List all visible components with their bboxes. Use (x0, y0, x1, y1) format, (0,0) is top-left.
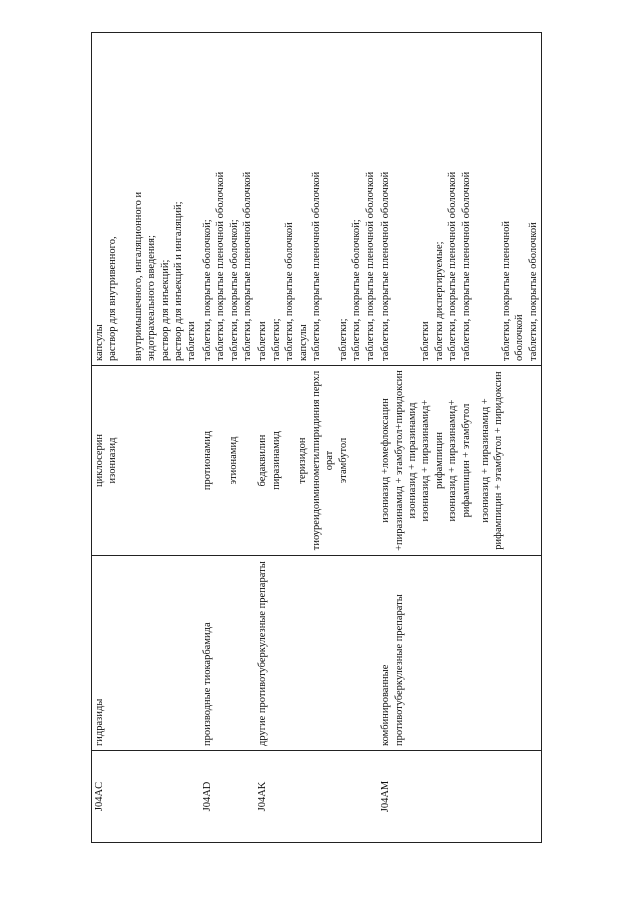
dosage-form-cell: таблетки, покрытые пленочной оболочкой таблетки таблетки диспергируемые; таблетки, покрытые пленочной оболочкой таблетки, покрытые пленочной оболочкой таблетки, покрытые пленочной оболочкой таблетки, покрытые оболочкой (378, 33, 541, 366)
drug-name-cell: протионамид этионамид (200, 366, 256, 556)
dosage-form-cell: капсулы раствор для внутривенного, внутримышечного, ингаляционного и эндотрахеального введения; раствор для инъекций; раствор для инъекций и ингаляций; таблетки (92, 33, 200, 366)
table-row (378, 33, 541, 843)
group-name-cell: комбинированные противотуберкулезные препараты (378, 556, 541, 751)
rotated-page (91, 33, 588, 843)
atc-code-cell: J04AM (378, 751, 541, 843)
dosage-form-cell: таблетки таблетки; таблетки, покрытые оболочкой капсулы таблетки, покрытые пленочной оболочкой таблетки; таблетки, покрытые оболочкой; таблетки, покрытые пленочной оболочкой (255, 33, 378, 366)
group-name-cell: другие противотуберкулезные препараты (255, 556, 378, 751)
drug-name-cell: изониазид +ломефлоксацин +пиразинамид + этамбутол+пиридоксин изониазид + пиразинамид изониазид + пиразинамид+ рифампицин изониазид + пиразинамид+ рифампицин + этамбутол изониазид + пиразинамид + рифампицин + этамбутол + пиридоксин (378, 366, 541, 556)
dosage-form-cell: таблетки, покрытые оболочкой; таблетки, покрытые пленочной оболочкой таблетки, покрытые оболочкой; таблетки, покрытые пленочной оболочкой (200, 33, 256, 366)
atc-code-cell: J04AD (200, 751, 256, 843)
group-name-cell: гидразиды (92, 556, 200, 751)
atc-code-cell: J04AK (255, 751, 378, 843)
table-row (92, 33, 200, 843)
atc-code-cell: J04AC (92, 751, 200, 843)
drug-name-cell: бедаквилин пиразинамид теризидон тиоуреидоиминометилпиридиния перхлорат этамбутол (255, 366, 378, 556)
table-row (200, 33, 256, 843)
atc-drug-table (91, 32, 542, 843)
group-name-cell: производные тиокарбамида (200, 556, 256, 751)
drug-name-cell: циклосерин изониазид (92, 366, 200, 556)
table-row (255, 33, 378, 843)
